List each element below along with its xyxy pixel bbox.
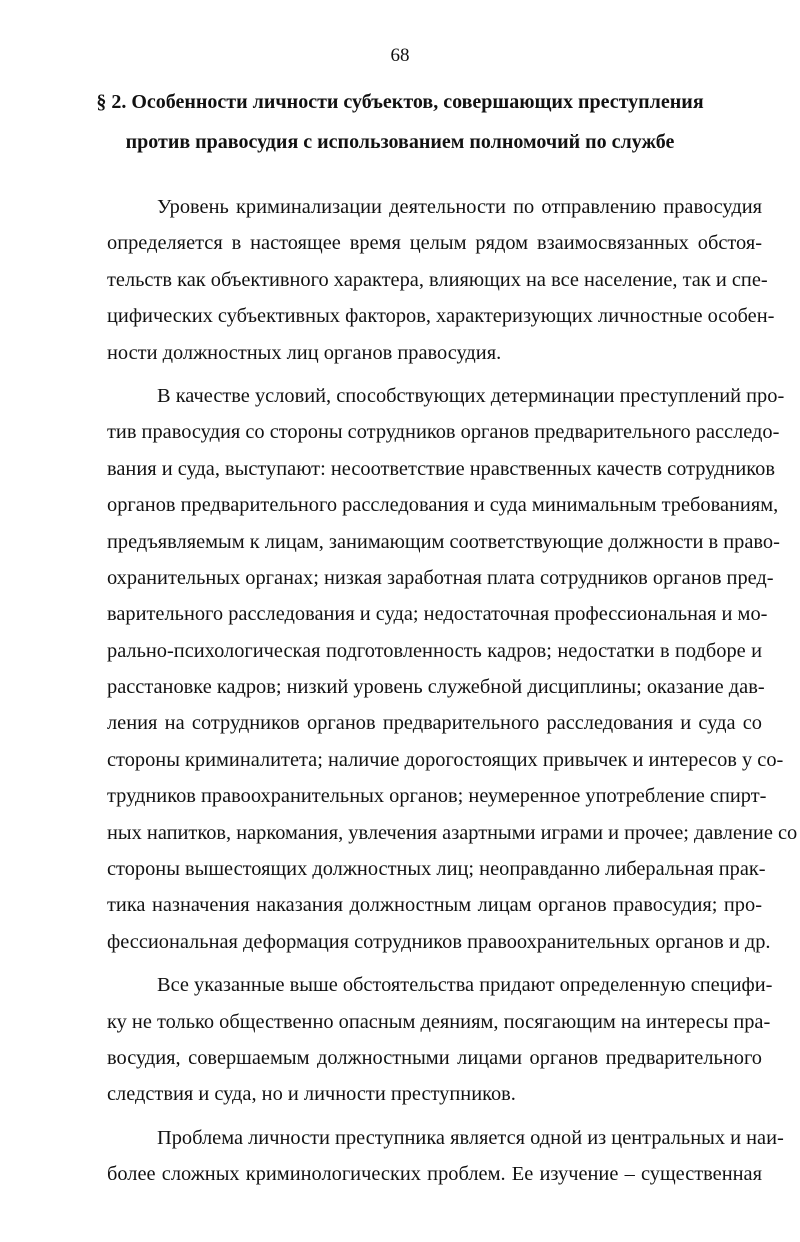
text-line: ности должностных лиц органов правосудия. [107, 341, 502, 364]
text-line: трудников правоохранительных органов; неумеренное употребление спирт- [107, 785, 767, 808]
text-line: варительного расследования и суда; недостаточная профессиональная и мо- [107, 603, 768, 626]
paragraph-2 [107, 378, 798, 960]
text-line: тельств как объективного характера, влияющих на все население, так и спе- [107, 268, 768, 291]
text-line: вания и суда, выступают: несоответствие нравственных качеств сотрудников [107, 457, 775, 480]
body-text [107, 189, 798, 1200]
heading-line-1: § 2. Особенности личности субъектов, совершающих преступления [96, 91, 704, 113]
text-line: стороны вышестоящих должностных лиц; неоправданно либеральная прак- [107, 858, 766, 881]
text-line: В качестве условий, способствующих детерминации преступлений про- [157, 384, 785, 407]
text-line: Все указанные выше обстоятельства придают определенную специфи- [157, 974, 773, 997]
text-line: определяется в настоящее время целым рядом взаимосвязанных обстоя- [107, 232, 762, 255]
text-line: ку не только общественно опасным деяниям, посягающим на интересы пра- [107, 1010, 771, 1033]
text-line: охранительных органах; низкая заработная плата сотрудников органов пред- [107, 566, 774, 589]
text-line: расстановке кадров; низкий уровень служебной дисциплины; оказание дав- [107, 676, 765, 699]
text-line: стороны криминалитета; наличие дорогостоящих привычек и интересов у со- [107, 748, 784, 771]
section-heading [60, 82, 740, 162]
text-line: Уровень криминализации деятельности по отправлению правосудия [157, 196, 762, 218]
text-line: тив правосудия со стороны сотрудников органов предварительного расследо- [107, 421, 780, 444]
text-line: предъявляемым к лицам, занимающим соответствующие должности в право- [107, 530, 780, 553]
text-line: органов предварительного расследования и суда минимальным требованиям, [107, 494, 779, 517]
heading-line-2: против правосудия с использованием полномочий по службе [125, 131, 675, 153]
text-line: рально-психологическая подготовленность кадров; недостатки в подборе и [107, 639, 762, 662]
text-line: фессиональная деформация сотрудников правоохранительных органов и др. [107, 930, 771, 953]
paragraph-3 [107, 967, 773, 1113]
paragraph-4 [107, 1120, 784, 1193]
text-line: Проблема личности преступника является одной из центральных и наи- [157, 1126, 784, 1149]
paragraph-1 [107, 189, 775, 371]
text-line: ных напитков, наркомания, увлечения азартными играми и прочее; давление со [107, 821, 798, 844]
text-line: цифических субъективных факторов, характеризующих личностные особен- [107, 305, 775, 328]
text-line: более сложных криминологических проблем. Ее изучение – существенная [107, 1163, 762, 1186]
text-line: ления на сотрудников органов предварительного расследования и суда со [107, 712, 762, 735]
text-line: восудия, совершаемым должностными лицами органов предварительного [107, 1046, 762, 1069]
page-number: 68 [390, 45, 410, 66]
text-line: следствия и суда, но и личности преступников. [107, 1083, 516, 1106]
text-line: тика назначения наказания должностным лицам органов правосудия; про- [107, 894, 762, 917]
